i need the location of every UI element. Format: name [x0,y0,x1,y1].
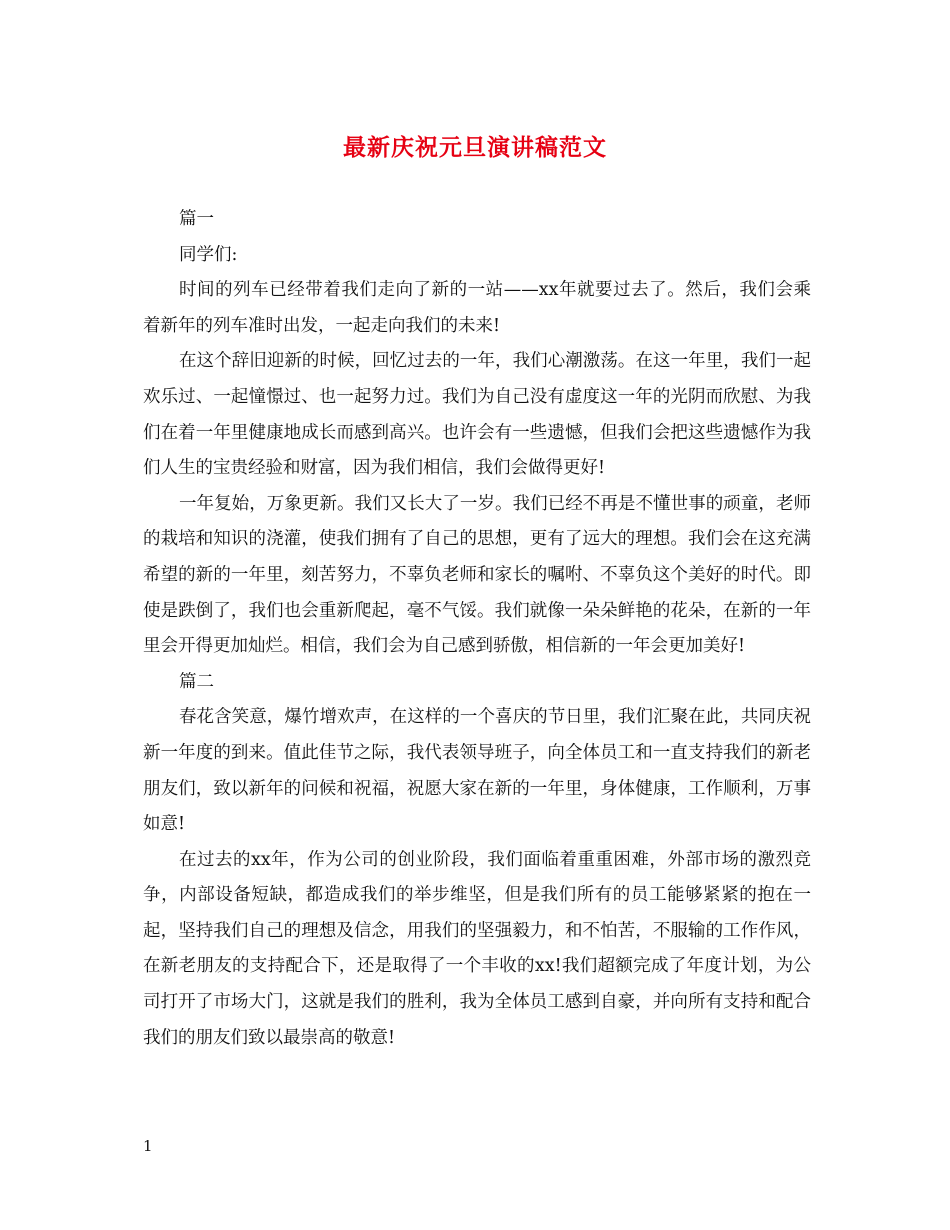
section-heading-2: 篇二 [179,671,214,692]
paragraph: 在过去的xx年，作为公司的创业阶段，我们面临着重重困难，外部市场的激烈竞争，内部设备短缺，都造成我们的举步维坚，但是我们所有的员工能够紧紧的抱在一起，坚持我们自己的理想及信念，用我们的坚强毅力，和不怕苦，不服输的工作作风，在新老朋友的支持配合下，还是取得了一个丰收的xx!我们超额完成了年度计划，为公司打开了市场大门，这就是我们的胜利，我为全体员工感到自豪，并向所有支持和配合我们的朋友们致以最崇高的敬意! [143,849,811,1048]
salutation: 同学们: [179,244,238,265]
paragraph: 一年复始，万象更新。我们又长大了一岁。我们已经不再是不懂世事的顽童，老师的栽培和知识的浇灌，使我们拥有了自己的思想，更有了远大的理想。我们会在这充满希望的新的一年里，刻苦努力，不辜负老师和家长的嘱咐、不辜负这个美好的时代。即使是跌倒了，我们也会重新爬起，毫不气馁。我们就像一朵朵鲜艳的花朵，在新的一年里会开得更加灿烂。相信，我们会为自己感到骄傲，相信新的一年会更加美好! [143,493,811,657]
paragraph: 时间的列车已经带着我们走向了新的一站——xx年就要过去了。然后，我们会乘着新年的列车准时出发，一起走向我们的未来! [143,280,811,336]
document-body [143,202,811,1056]
section-heading-1: 篇一 [179,209,214,229]
paragraph: 在这个辞旧迎新的时候，回忆过去的一年，我们心潮激荡。在这一年里，我们一起欢乐过、一起憧憬过、也一起努力过。我们为自己没有虚度这一年的光阴而欣慰、为我们在着一年里健康地成长而感到高兴。也许会有一些遗憾，但我们会把这些遗憾作为我们人生的宝贵经验和财富，因为我们相信，我们会做得更好! [143,351,811,479]
document-title: 最新庆祝元旦演讲稿范文 [343,134,607,161]
page-number: 1 [143,1137,153,1155]
paragraph: 春花含笑意，爆竹增欢声，在这样的一个喜庆的节日里，我们汇聚在此，共同庆祝新一年度的到来。值此佳节之际，我代表领导班子，向全体员工和一直支持我们的新老朋友们，致以新年的问候和祝福，祝愿大家在新的一年里，身体健康，工作顺利，万事如意! [143,707,811,835]
